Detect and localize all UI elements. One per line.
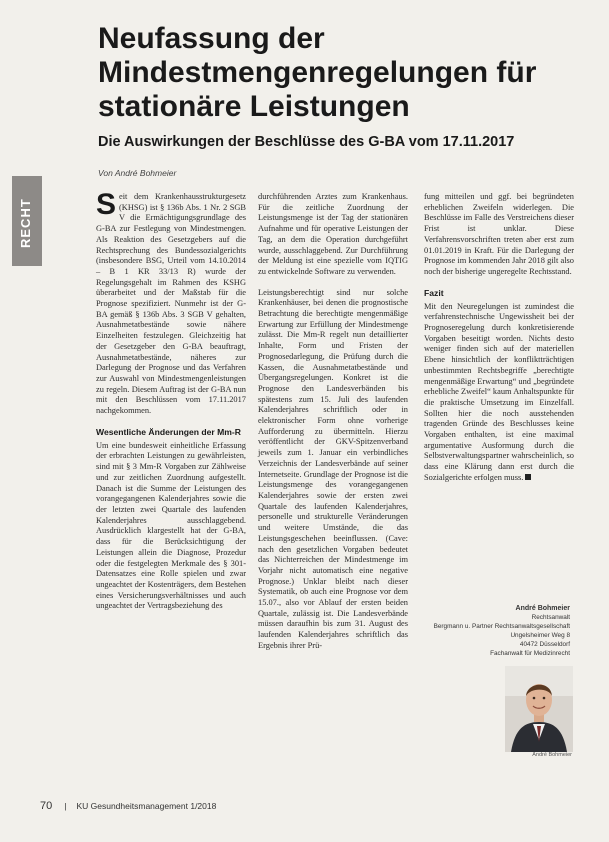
- portrait-image: [505, 666, 573, 752]
- intro-text: eit dem Krankenhausstrukturgesetz (KHSG) ist § 136b Abs. 1 Nr. 2 SGB V die Ermächtigungsgrundlage des G-BA zur Festlegung von Mindestmengen. Als Reaktion des Gesetzgebers auf die Rechtsprechung des Bundessozialgerichts (insbesondere BSG, Urteil vom 14.10.2014 – B 1 KR 33/13 R) wurde der Regelungsgehalt im Rahmen des KSHG überarbeitet und der Maßstab für die Prognose spezifiziert. Nunmehr ist der G-BA gemäß § 136b Abs. 3 SGB V gehalten, Ausnahmetatbestände sowie nähere Einzelheiten festzulegen. Gleichzeitig hat der Gesetzgeber den G-BA beauftragt, Ausnahmetatbestände, näheres zur Darlegung der Prognose und das Verfahren zur Auswahl von Mindestmengenleistungen zu regeln. Diesem Auftrag ist der G-BA nun mit den Beschlüssen vom 17.11.2017 nachgekommen.: [96, 192, 246, 416]
- footer-separator: |: [64, 801, 67, 811]
- author-role: Rechtsanwalt: [531, 614, 570, 621]
- text-column-3: [424, 192, 574, 494]
- author-firm: Bergmann u. Partner Rechtsanwaltsgesellschaft: [433, 623, 570, 630]
- page-footer: [40, 800, 216, 812]
- section-heading: Wesentliche Änderungen der Mm-R: [96, 426, 241, 437]
- conclusion-text: Mit den Neuregelungen ist zumindest die verfahrenstechnische Ungewissheit bei der Prognoseregelung durch konkretisierende Vorgaben beseitigt worden. Nichts desto weniger finden sich auf der materiellen Ebene hinsichtlich der konfliktträchtigen unbestimmten Rechtsbegriffe „berechtigte mengenmäßige Erwartung“ und „begründete erhebliche Zweifel“ kaum Anhaltspunkte für die praktische Umsetzung im Einzelfall. Sollten hier die noch ausstehenden tragenden Gründe des Beschlusses keine Vorgaben enthalten, ist eine maximal argumentative Ausformung durch die Selbstverwaltungspartner wahrscheinlich, so dass eine Klärung dann erst durch die Sozialgerichte erfolgen muss.: [424, 301, 574, 482]
- text-column-1: [96, 188, 246, 622]
- author-city: 40472 Düsseldorf: [519, 641, 570, 648]
- article-byline: Von André Bohmeier: [98, 168, 177, 178]
- section-label: RECHT: [18, 198, 33, 248]
- intro-paragraph: [96, 188, 246, 417]
- body-paragraph: fung mitteilen und ggf. bei begründeten erheblichen Zweifeln widerlegen. Die Beschlüsse im Falle des Verstreichens dieser Frist ist unklar. Diese Verfahrensvorschriften treten aber erst zum 01.01.2019 in Kraft. Für die Darlegung der Prognose im kommenden Jahr 2018 gilt also noch der bisherige ungeregelte Rechtsstand.: [424, 192, 574, 276]
- author-photo: [505, 666, 573, 752]
- author-info: [420, 604, 570, 658]
- page-number: 70: [40, 800, 53, 812]
- end-mark: [525, 474, 531, 480]
- text-column-2: [258, 192, 408, 662]
- author-name: André Bohmeier: [515, 605, 570, 612]
- author-street: Ungelsheimer Weg 8: [510, 632, 570, 639]
- section-heading: Fazit: [424, 287, 444, 298]
- body-paragraph: Um eine bundesweit einheitliche Erfassung der erbrachten Leistungen zu gewährleisten, sind mit § 3 Mm-R Vorgaben zur Zählweise und zur zeitlichen Zuordnung aufgestellt. Danach ist die Summe der Leistungen des vorangegangenen Kalenderjahres sowie die der letzten zwei Quartale des laufenden Kalenderjahres ausschlaggebend. Ausdrücklich klargestellt hat der G-BA, dass für die Berücksichtigung der Leistungen allein die Diagnose, Prozedur oder die festgelegten Merkmale des § 301-Datensatzes eine Rolle spielen und zwar ungeachtet der Kostenträgers, dem Bestehen eines Versicherungsverhältnisses und auch ungeachtet der Vertragsbeziehung des: [96, 440, 246, 611]
- body-paragraph: durchführenden Arztes zum Krankenhaus. Für die zeitliche Zuordnung der Leistungsmenge ist der Tag der stationären Aufnahme und für operative Leistungen der Tag, an dem die Operation durchgeführt wurde, ausschlaggebend. Zur Durchführung der Meldung ist eine spezielle vom IQTIG zu entwickelnde Software zu verwenden.: [258, 192, 408, 276]
- body-paragraph: [424, 302, 574, 484]
- photo-caption: André Bohmeier: [532, 752, 572, 758]
- article-title: Neufassung der Mindestmengenregelungen für stationäre Leistungen: [98, 22, 537, 123]
- drop-cap: S: [96, 188, 117, 221]
- article-subtitle: Die Auswirkungen der Beschlüsse des G-BA vom 17.11.2017: [98, 134, 515, 150]
- body-paragraph: Leistungsberechtigt sind nur solche Krankenhäuser, bei denen die prognostische Betrachtung die berechtigte mengenmäßige Erwartung zur Erfüllung der Mindestmenge zulässt. Die Mm-R regelt nun detaillierter Inhalte, Form und Fristen der Prognosedarlegung, die Prüfung durch die Kassen, die Ausnahmetatbestände und Übergangsregelungen. Konkret ist die Prognose den Landesverbänden bis spätestens zum 15. Juli des laufenden Kalenderjahres schriftlich oder in elektronischer Form ohne vorherige Aufforderung zu übermitteln. Hierzu veröffentlicht der GKV-Spitzenverband jeweils zum 1. Januar ein verbindliches Verzeichnis der Landesverbände auf seiner Internetseite. Grundlage der Prognose ist die Leistungsmenge des vorangegangenen Kalenderjahres sowie der ersten zwei Quartale des laufenden Kalenderjahres, personelle und strukturelle Veränderungen und weitere Umstände, die das Leistungsgeschehen beeinflussen. (Cave: nach den gesetzlichen Vorgaben bedeutet das Nichterreichen der Mindestmenge im Vorjahr nicht automatisch eine negative Prognose.) Unklar bleibt nach dieser Systematik, ob auch eine Prognose vor dem 15.07., also vor Ablauf der ersten beiden Quartale, zulässig ist. Die Landesverbände müssen daraufhin bis zum 31. August des laufenden Kalenderjahres schriftlich das Ergebnis ihrer Prü-: [258, 287, 408, 650]
- author-specialty: Fachanwalt für Medizinrecht: [490, 650, 570, 657]
- journal-name: KU Gesundheitsmanagement 1/2018: [76, 801, 217, 811]
